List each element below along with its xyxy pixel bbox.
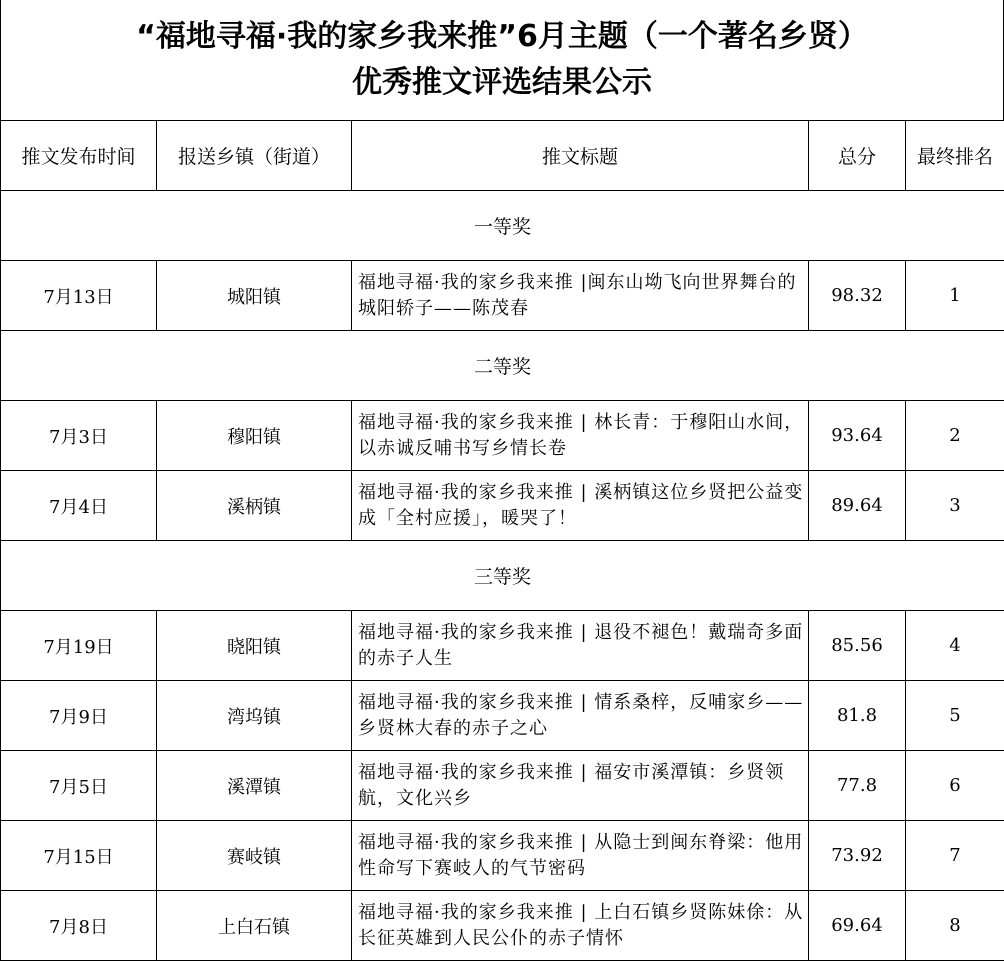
cell-rank: 8 (906, 891, 1004, 961)
header-date: 推文发布时间 (1, 121, 157, 191)
section-title: 三等奖 (1, 541, 1004, 611)
cell-date: 7月4日 (1, 471, 157, 541)
cell-date: 7月13日 (1, 261, 157, 331)
header-score: 总分 (809, 121, 906, 191)
table-row (1, 471, 1004, 541)
cell-headline: 福地寻福·我的家乡我来推 | 上白石镇乡贤陈妹俆：从长征英雄到人民公仆的赤子情怀 (352, 891, 809, 961)
cell-date: 7月5日 (1, 751, 157, 821)
title-line-2: 优秀推文评选结果公示 (352, 65, 652, 100)
results-table (0, 120, 1004, 961)
cell-score: 69.64 (809, 891, 906, 961)
cell-score: 85.56 (809, 611, 906, 681)
section-row-third-prize (1, 541, 1004, 611)
cell-town: 湾坞镇 (157, 681, 352, 751)
cell-score: 89.64 (809, 471, 906, 541)
table-row (1, 611, 1004, 681)
header-headline: 推文标题 (352, 121, 809, 191)
table-row (1, 891, 1004, 961)
section-title: 一等奖 (1, 191, 1004, 261)
table-row (1, 401, 1004, 471)
section-row-second-prize (1, 331, 1004, 401)
cell-score: 73.92 (809, 821, 906, 891)
table-row (1, 751, 1004, 821)
document-title (0, 0, 1004, 120)
header-town: 报送乡镇（街道） (157, 121, 352, 191)
title-line-1: “福地寻福·我的家乡我来推”6月主题（一个著名乡贤） (136, 19, 868, 54)
cell-town: 溪柄镇 (157, 471, 352, 541)
cell-headline: 福地寻福·我的家乡我来推 | 林长青：于穆阳山水间，以赤诚反哺书写乡情长卷 (352, 401, 809, 471)
cell-rank: 2 (906, 401, 1004, 471)
cell-date: 7月15日 (1, 821, 157, 891)
cell-town: 赛岐镇 (157, 821, 352, 891)
cell-rank: 5 (906, 681, 1004, 751)
cell-score: 93.64 (809, 401, 906, 471)
cell-town: 上白石镇 (157, 891, 352, 961)
cell-rank: 6 (906, 751, 1004, 821)
cell-town: 穆阳镇 (157, 401, 352, 471)
cell-score: 77.8 (809, 751, 906, 821)
section-row-first-prize (1, 191, 1004, 261)
cell-headline: 福地寻福·我的家乡我来推 | 溪柄镇这位乡贤把公益变成「全村应援」，暖哭了！ (352, 471, 809, 541)
cell-town: 溪潭镇 (157, 751, 352, 821)
section-title: 二等奖 (1, 331, 1004, 401)
cell-headline: 福地寻福·我的家乡我来推 | 退役不褪色！戴瑞奇多面的赤子人生 (352, 611, 809, 681)
cell-rank: 1 (906, 261, 1004, 331)
cell-date: 7月3日 (1, 401, 157, 471)
table-row (1, 821, 1004, 891)
cell-headline: 福地寻福·我的家乡我来推 |闽东山坳飞向世界舞台的城阳轿子——陈茂春 (352, 261, 809, 331)
cell-town: 晓阳镇 (157, 611, 352, 681)
cell-date: 7月9日 (1, 681, 157, 751)
table-row (1, 681, 1004, 751)
cell-score: 81.8 (809, 681, 906, 751)
cell-rank: 7 (906, 821, 1004, 891)
cell-rank: 4 (906, 611, 1004, 681)
cell-headline: 福地寻福·我的家乡我来推 | 福安市溪潭镇：乡贤领航，文化兴乡 (352, 751, 809, 821)
table-row (1, 261, 1004, 331)
cell-headline: 福地寻福·我的家乡我来推 | 从隐士到闽东脊梁：他用性命写下赛岐人的气节密码 (352, 821, 809, 891)
cell-date: 7月19日 (1, 611, 157, 681)
header-row (1, 121, 1004, 191)
cell-headline: 福地寻福·我的家乡我来推 | 情系桑梓，反哺家乡——乡贤林大春的赤子之心 (352, 681, 809, 751)
cell-date: 7月8日 (1, 891, 157, 961)
cell-score: 98.32 (809, 261, 906, 331)
cell-rank: 3 (906, 471, 1004, 541)
header-rank: 最终排名 (906, 121, 1004, 191)
cell-town: 城阳镇 (157, 261, 352, 331)
